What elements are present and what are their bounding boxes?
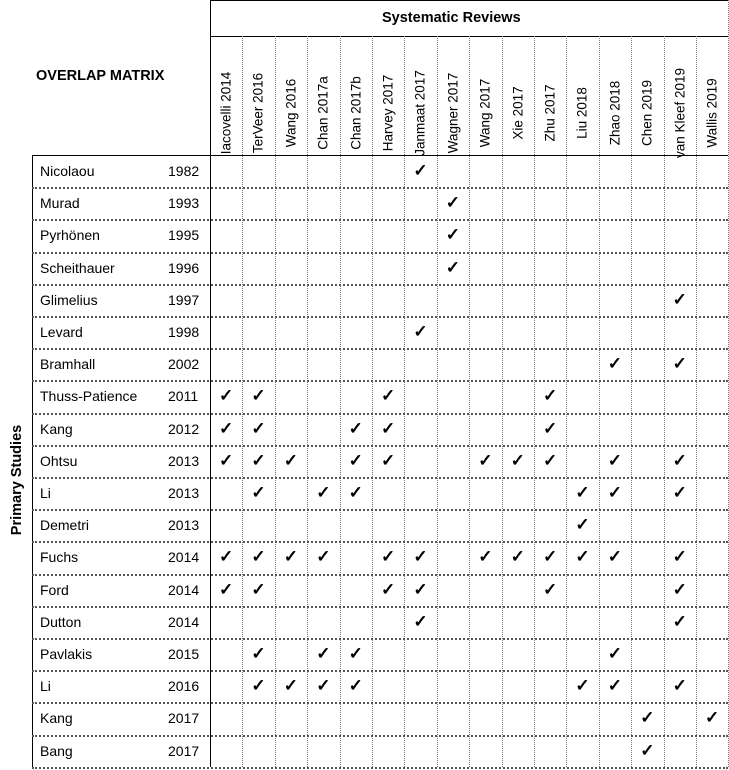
check-mark: ✓ — [672, 483, 687, 502]
study-name: Li — [40, 485, 51, 501]
grid-top-border — [210, 0, 728, 1]
study-name: Li — [40, 678, 51, 695]
check-mark: ✓ — [607, 676, 623, 696]
check-mark: ✓ — [413, 322, 428, 341]
check-mark: ✓ — [348, 644, 363, 663]
check-mark: ✓ — [251, 547, 266, 567]
review-label: Chan 2017a — [315, 76, 331, 150]
check-mark: ✓ — [219, 579, 234, 599]
review-label: Harvey 2017 — [380, 74, 396, 152]
review-label: van Kleef 2019 — [672, 67, 688, 159]
check-mark: ✓ — [381, 418, 396, 438]
table-row — [32, 219, 728, 251]
study-year: 2017 — [168, 710, 200, 727]
study-year: 2002 — [168, 356, 200, 373]
study-name: Pavlakis — [40, 646, 93, 662]
study-name: Levard — [40, 324, 83, 340]
study-name: Scheithauer — [40, 259, 115, 276]
check-mark: ✓ — [543, 450, 558, 470]
check-mark: ✓ — [478, 547, 493, 567]
check-mark: ✓ — [607, 644, 623, 663]
table-row — [32, 252, 728, 284]
check-mark: ✓ — [705, 708, 720, 728]
table-row — [32, 509, 728, 541]
study-year: 2012 — [168, 420, 200, 437]
check-mark: ✓ — [575, 547, 590, 567]
check-mark: ✓ — [640, 708, 655, 728]
study-year: 2014 — [168, 549, 200, 566]
check-mark: ✓ — [672, 289, 687, 309]
review-label: Chen 2019 — [639, 79, 655, 147]
study-year: 1998 — [168, 324, 200, 340]
study-name: Murad — [40, 195, 80, 212]
check-mark: ✓ — [251, 418, 266, 438]
review-label: Wang 2017 — [477, 78, 493, 148]
study-name: Dutton — [40, 613, 82, 630]
study-year: 2014 — [168, 613, 200, 630]
check-mark: ✓ — [672, 547, 687, 567]
check-mark: ✓ — [283, 676, 299, 696]
check-mark: ✓ — [672, 676, 687, 696]
study-year: 1997 — [168, 291, 200, 308]
study-year: 2015 — [168, 646, 200, 662]
table-row — [32, 187, 728, 219]
table-row — [32, 348, 728, 380]
check-mark: ✓ — [251, 579, 266, 599]
check-mark: ✓ — [575, 483, 590, 502]
check-mark: ✓ — [348, 676, 363, 696]
review-label: Wagner 2017 — [445, 72, 461, 154]
check-mark: ✓ — [348, 450, 363, 470]
check-mark: ✓ — [672, 450, 687, 470]
systematic-reviews-header: Systematic Reviews — [382, 10, 521, 26]
matrix-title: OVERLAP MATRIX — [36, 68, 165, 84]
review-label: Wallis 2019 — [704, 78, 720, 148]
study-name: Glimelius — [40, 291, 98, 308]
study-name: Nicolaou — [40, 163, 95, 179]
study-name: Bang — [40, 742, 73, 759]
study-year: 2011 — [168, 388, 199, 405]
check-mark: ✓ — [251, 676, 266, 696]
check-mark: ✓ — [543, 579, 558, 599]
check-mark: ✓ — [607, 450, 623, 470]
study-year: 1993 — [168, 195, 200, 212]
check-mark: ✓ — [413, 161, 428, 180]
check-mark: ✓ — [316, 483, 331, 502]
check-mark: ✓ — [316, 547, 331, 567]
check-mark: ✓ — [672, 579, 687, 599]
table-row — [32, 155, 728, 187]
review-label: Liu 2018 — [574, 87, 590, 139]
review-label: TerVeer 2016 — [250, 72, 266, 154]
review-label: Wang 2016 — [283, 78, 299, 148]
review-label: Janmaat 2017 — [412, 70, 428, 156]
check-mark: ✓ — [381, 386, 396, 406]
review-label: Iacovelli 2014 — [218, 71, 234, 155]
check-mark: ✓ — [413, 579, 428, 599]
check-mark: ✓ — [251, 483, 266, 502]
check-mark: ✓ — [543, 386, 558, 406]
check-mark: ✓ — [381, 579, 396, 599]
check-mark: ✓ — [348, 418, 363, 438]
study-year: 2017 — [168, 742, 200, 759]
review-label: Zhao 2018 — [607, 80, 623, 146]
table-row — [32, 735, 728, 767]
check-mark: ✓ — [510, 547, 525, 567]
study-name: Kang — [40, 710, 73, 727]
check-mark: ✓ — [283, 450, 299, 470]
check-mark: ✓ — [445, 257, 461, 277]
study-name: Thuss-Patience — [40, 388, 138, 405]
check-mark: ✓ — [607, 483, 623, 502]
table-row — [32, 606, 728, 638]
check-mark: ✓ — [575, 676, 590, 696]
review-label: Chan 2017b — [348, 76, 364, 150]
check-mark: ✓ — [348, 483, 363, 502]
check-mark: ✓ — [381, 547, 396, 567]
study-year: 2013 — [168, 452, 200, 469]
study-name: Pyrhönen — [40, 227, 100, 244]
table-row — [32, 670, 728, 702]
primary-studies-label — [4, 390, 30, 570]
check-mark: ✓ — [543, 418, 558, 438]
check-mark: ✓ — [316, 644, 331, 663]
row-separator — [32, 767, 728, 769]
study-name: Fuchs — [40, 549, 79, 566]
check-mark: ✓ — [478, 450, 493, 470]
check-mark: ✓ — [640, 740, 655, 760]
check-mark: ✓ — [251, 450, 266, 470]
study-year: 2014 — [168, 581, 200, 598]
check-mark: ✓ — [219, 450, 234, 470]
check-mark: ✓ — [413, 611, 428, 631]
table-row — [32, 638, 728, 670]
check-mark: ✓ — [575, 515, 590, 535]
check-mark: ✓ — [283, 547, 299, 567]
review-label: Zhu 2017 — [542, 84, 558, 142]
check-mark: ✓ — [316, 676, 331, 696]
study-name: Kang — [40, 420, 73, 437]
study-name: Ford — [40, 581, 69, 598]
check-mark: ✓ — [219, 386, 234, 406]
study-year: 1996 — [168, 259, 200, 276]
study-name: Demetri — [40, 517, 90, 534]
study-year: 2016 — [168, 678, 200, 695]
check-mark: ✓ — [251, 644, 266, 663]
check-mark: ✓ — [607, 547, 623, 567]
check-mark: ✓ — [413, 547, 428, 567]
table-row — [32, 477, 728, 509]
study-year: 1995 — [168, 227, 200, 244]
primary-studies-text: Primary Studies — [9, 424, 25, 536]
study-name: Bramhall — [40, 356, 96, 373]
check-mark: ✓ — [445, 193, 461, 213]
check-mark: ✓ — [445, 225, 461, 245]
check-mark: ✓ — [510, 450, 525, 470]
table-row — [32, 284, 728, 316]
check-mark: ✓ — [543, 547, 558, 567]
check-mark: ✓ — [381, 450, 396, 470]
check-mark: ✓ — [672, 611, 687, 631]
study-year: 1982 — [168, 163, 200, 179]
check-mark: ✓ — [219, 547, 234, 567]
check-mark: ✓ — [219, 418, 234, 438]
table-row — [32, 316, 728, 348]
check-mark: ✓ — [672, 354, 687, 374]
table-row — [32, 702, 728, 734]
study-name: Ohtsu — [40, 452, 78, 469]
check-mark: ✓ — [251, 386, 266, 406]
review-label: Xie 2017 — [510, 86, 526, 140]
study-year: 2013 — [168, 517, 200, 534]
study-year: 2013 — [168, 485, 200, 501]
check-mark: ✓ — [607, 354, 623, 374]
